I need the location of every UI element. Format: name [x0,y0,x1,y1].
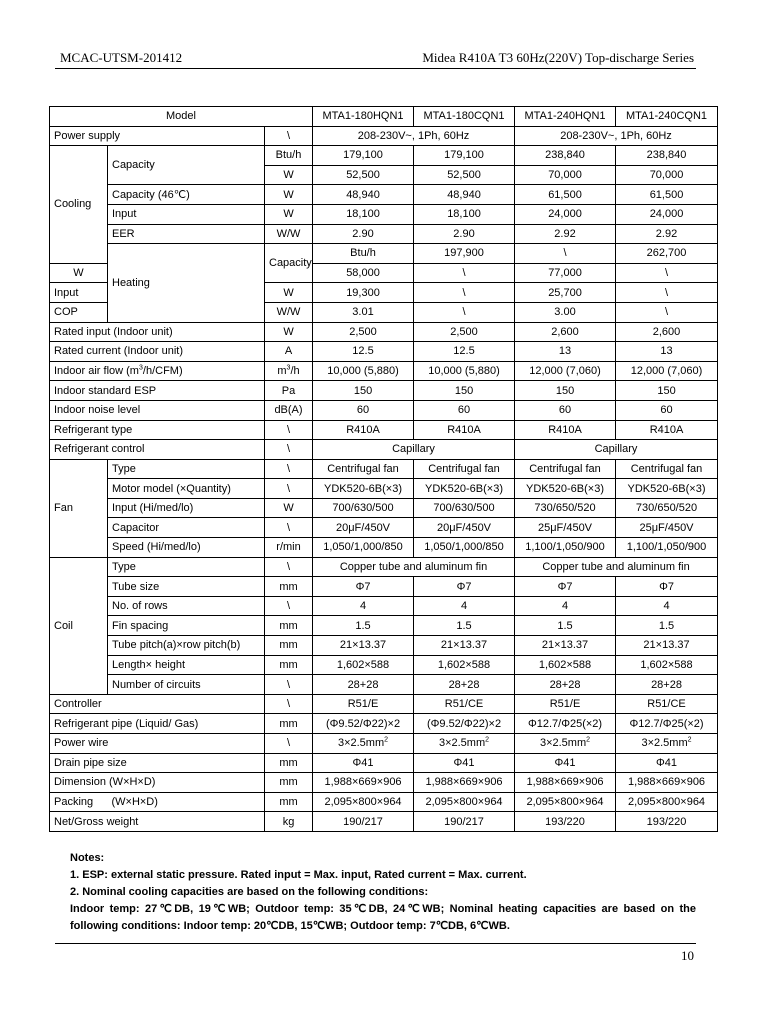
row-label: Net/Gross weight [50,812,265,832]
value-cell: 190/217 [313,812,414,832]
value-cell: 1,050/1,000/850 [313,538,414,558]
group-label: Heating [108,244,265,322]
table-row [50,812,718,832]
value-cell: YDK520-6B(×3) [616,479,718,499]
table-row [50,538,718,558]
value-cell: YDK520-6B(×3) [414,479,515,499]
unit-cell: \ [265,440,313,460]
value-cell: 28+28 [414,675,515,695]
value-cell: 2,600 [616,322,718,342]
value-cell: 28+28 [616,675,718,695]
value-cell: Centrifugal fan [313,459,414,479]
value-cell: Capillary [515,440,718,460]
unit-cell: \ [265,557,313,577]
value-cell: Φ7 [414,577,515,597]
unit-cell: W [265,283,313,303]
value-cell: Copper tube and aluminum fin [313,557,515,577]
value-cell: 150 [313,381,414,401]
table-row [50,577,718,597]
unit-cell: mm [265,577,313,597]
unit-cell: mm [265,753,313,773]
unit-cell: r/min [265,538,313,558]
value-cell: 2,500 [414,322,515,342]
value-cell: R410A [414,420,515,440]
unit-cell: W [265,498,313,518]
table-row [50,557,718,577]
notes-title: Notes: [70,852,105,864]
table-row [50,636,718,656]
table-row [50,381,718,401]
value-cell: 70,000 [616,165,718,185]
value-cell: 4 [616,596,718,616]
value-cell: $3\times 2.5mm^2$ [616,734,718,754]
value-cell: 150 [616,381,718,401]
table-row [50,675,718,695]
table-row [50,322,718,342]
header-rule [55,68,696,69]
value-cell: 730/650/520 [616,498,718,518]
value-cell: 2.90 [414,224,515,244]
value-cell: 77,000 [515,263,616,283]
value-cell: 2,600 [515,322,616,342]
table-row [50,773,718,793]
unit-cell: W [265,185,313,205]
unit-cell: mm [265,655,313,675]
value-cell: 730/650/520 [515,498,616,518]
value-cell: 2.90 [313,224,414,244]
notes-block [70,850,696,935]
value-cell: 25μF/450V [616,518,718,538]
value-cell: R51/CE [616,694,718,714]
row-label: Refrigerant control [50,440,265,460]
value-cell: R410A [313,420,414,440]
table-row [50,714,718,734]
value-cell: 193/220 [616,812,718,832]
value-cell: YDK520-6B(×3) [515,479,616,499]
unit-cell: \ [265,479,313,499]
row-label: Rated input (Indoor unit) [50,322,265,342]
value-cell: 190/217 [414,812,515,832]
row-label: EER [108,224,265,244]
value-cell: 21×13.37 [515,636,616,656]
value-cell: 70,000 [515,165,616,185]
unit-cell: W [265,165,313,185]
table-row [50,440,718,460]
value-cell: (Φ9.52/Φ22)×2 [313,714,414,734]
table-row [50,400,718,420]
value-cell: 12,000 (7,060) [515,361,616,381]
unit-cell: \ [265,694,313,714]
table-row [50,107,718,127]
table-row [50,244,718,264]
value-cell: 1.5 [414,616,515,636]
unit-cell: $m^3/h$ [265,361,313,381]
row-label: Speed (Hi/med/lo) [108,538,265,558]
unit-cell: \ [265,420,313,440]
row-label: Length× height [108,655,265,675]
value-cell: 48,940 [313,185,414,205]
row-label: Indoor standard ESP [50,381,265,401]
value-cell: R410A [515,420,616,440]
table-row [50,694,718,714]
value-cell: R410A [616,420,718,440]
value-cell: 3.00 [515,302,616,322]
value-cell: R51/CE [414,694,515,714]
value-cell: 3.01 [313,302,414,322]
value-cell: 13 [616,342,718,362]
unit-cell: \ [265,459,313,479]
value-cell: Centrifugal fan [414,459,515,479]
unit-cell: dB(A) [265,400,313,420]
value-cell: YDK520-6B(×3) [313,479,414,499]
value-cell: 1,602×588 [515,655,616,675]
table-row [50,146,718,166]
value-cell: 4 [313,596,414,616]
value-cell: \ [616,302,718,322]
value-cell: \ [616,263,718,283]
row-label: Indoor air flow $(m^3/h/CFM)$ [50,361,265,381]
value-cell: 1,100/1,050/900 [616,538,718,558]
row-label: Number of circuits [108,675,265,695]
unit-cell: mm [265,773,313,793]
series-title: Midea R410A T3 60Hz(220V) Top-discharge Series [422,50,694,65]
value-cell: 179,100 [414,146,515,166]
value-cell: 1,988×669×906 [414,773,515,793]
value-cell: Copper tube and aluminum fin [515,557,718,577]
group-label: Coil [50,557,108,694]
table-row [50,596,718,616]
table-row [50,459,718,479]
row-label: Capacity [265,244,313,283]
value-cell: 4 [414,596,515,616]
row-label: Input (Hi/med/lo) [108,498,265,518]
value-cell: 1,602×588 [414,655,515,675]
value-cell: Φ41 [515,753,616,773]
value-cell: 1,988×669×906 [313,773,414,793]
value-cell: 1,602×588 [313,655,414,675]
value-cell: 700/630/500 [414,498,515,518]
model-name: MTA1-180HQN1 [313,107,414,127]
unit-cell: Pa [265,381,313,401]
value-cell: 20μF/450V [414,518,515,538]
value-cell: Centrifugal fan [616,459,718,479]
row-label: Fin spacing [108,616,265,636]
note-line: 1. ESP: external static pressure. Rated input = Max. input, Rated current = Max. current. [70,869,527,881]
unit-cell: W [265,322,313,342]
value-cell: 61,500 [515,185,616,205]
group-label: Cooling [50,146,108,264]
table-row [50,734,718,754]
unit-cell: \ [265,675,313,695]
row-label: Refrigerant pipe (Liquid/ Gas) [50,714,265,734]
table-row [50,126,718,146]
table-row [50,616,718,636]
unit-cell: A [265,342,313,362]
value-cell: Φ41 [313,753,414,773]
value-cell: 19,300 [313,283,414,303]
value-cell: 28+28 [313,675,414,695]
value-cell: 12.5 [313,342,414,362]
row-label: Power supply [50,126,265,146]
unit-cell: W [265,204,313,224]
value-cell: 4 [515,596,616,616]
value-cell: 1,100/1,050/900 [515,538,616,558]
value-cell: 24,000 [515,204,616,224]
row-label: Dimension (W×H×D) [50,773,265,793]
value-cell: 10,000 (5,880) [313,361,414,381]
row-label: Controller [50,694,265,714]
value-cell: 48,940 [414,185,515,205]
value-cell: \ [414,302,515,322]
row-label: Capacity (46℃) [108,185,265,205]
value-cell: $3\times 2.5mm^2$ [414,734,515,754]
table-row [50,498,718,518]
row-label: Indoor noise level [50,400,265,420]
value-cell: 10,000 (5,880) [414,361,515,381]
group-label: Fan [50,459,108,557]
value-cell: 2,095×800×964 [414,792,515,812]
value-cell: 60 [313,400,414,420]
value-cell: 18,100 [313,204,414,224]
value-cell: Φ12.7/Φ25(×2) [616,714,718,734]
value-cell: 1.5 [616,616,718,636]
unit-cell: mm [265,792,313,812]
value-cell: 193/220 [515,812,616,832]
value-cell: 150 [515,381,616,401]
note-line: following conditions: Indoor temp: 20℃DB, 15℃WB; Outdoor temp: 7℃DB, 6℃WB. [70,920,510,932]
value-cell: 2.92 [616,224,718,244]
row-label: Capacitor [108,518,265,538]
value-cell: 208-230V~, 1Ph, 60Hz [313,126,515,146]
value-cell: (Φ9.52/Φ22)×2 [414,714,515,734]
row-label: Tube size [108,577,265,597]
unit-cell: Btu/h [313,244,414,264]
table-row [50,479,718,499]
row-label: Type [108,459,265,479]
row-label: Packing (W×H×D) [50,792,265,812]
value-cell: 150 [414,381,515,401]
table-row [50,185,718,205]
value-cell: R51/E [313,694,414,714]
value-cell: Centrifugal fan [515,459,616,479]
value-cell: $3\times 2.5mm^2$ [515,734,616,754]
table-row [50,792,718,812]
table-row [50,753,718,773]
unit-cell: kg [265,812,313,832]
row-label: Type [108,557,265,577]
table-row [50,224,718,244]
value-cell: 18,100 [414,204,515,224]
value-cell: 12,000 (7,060) [616,361,718,381]
model-label: Model [50,107,313,127]
row-label: Tube pitch(a)×row pitch(b) [108,636,265,656]
value-cell: 52,500 [313,165,414,185]
value-cell: $3\times 2.5mm^2$ [313,734,414,754]
unit-cell: \ [265,518,313,538]
value-cell: Φ7 [515,577,616,597]
value-cell: 1,988×669×906 [515,773,616,793]
note-line: Indoor temp: 27℃DB, 19℃WB; Outdoor temp: 35℃DB, 24℃WB; Nominal heating capacities are based on the [70,903,696,915]
value-cell: 2.92 [515,224,616,244]
value-cell: 21×13.37 [616,636,718,656]
value-cell: \ [616,283,718,303]
value-cell: 52,500 [414,165,515,185]
table-row [50,420,718,440]
value-cell: 2,095×800×964 [313,792,414,812]
table-row [50,361,718,381]
unit-cell: mm [265,636,313,656]
value-cell: 238,840 [515,146,616,166]
value-cell: 60 [616,400,718,420]
row-label: Capacity [108,146,265,185]
value-cell: \ [414,263,515,283]
value-cell: 28+28 [515,675,616,695]
page-number: 10 [681,948,694,963]
value-cell: Φ41 [616,753,718,773]
unit-cell: mm [265,616,313,636]
row-label: Motor model (×Quantity) [108,479,265,499]
value-cell: 21×13.37 [313,636,414,656]
value-cell: 25μF/450V [515,518,616,538]
value-cell: 197,900 [414,244,515,264]
value-cell: 1,602×588 [616,655,718,675]
row-label: Input [108,204,265,224]
value-cell: Φ7 [616,577,718,597]
note-line: 2. Nominal cooling capacities are based on the following conditions: [70,886,429,898]
unit-cell: \ [265,596,313,616]
table-row [50,342,718,362]
row-label: Rated current (Indoor unit) [50,342,265,362]
value-cell: 2,500 [313,322,414,342]
document-code: MCAC-UTSM-201412 [60,50,183,65]
model-name: MTA1-180CQN1 [414,107,515,127]
value-cell: 58,000 [313,263,414,283]
value-cell: 1.5 [515,616,616,636]
value-cell: Φ41 [414,753,515,773]
value-cell: 1,050/1,000/850 [414,538,515,558]
value-cell: 179,100 [313,146,414,166]
row-label: Input [50,283,108,303]
unit-cell: W [50,263,108,283]
value-cell: \ [515,244,616,264]
row-label: No. of rows [108,596,265,616]
value-cell: 238,840 [616,146,718,166]
value-cell: 21×13.37 [414,636,515,656]
value-cell: 1.5 [313,616,414,636]
value-cell: Φ12.7/Φ25(×2) [515,714,616,734]
footer-rule [55,943,696,944]
value-cell: 20μF/450V [313,518,414,538]
unit-cell: W/W [265,302,313,322]
value-cell: 60 [515,400,616,420]
value-cell: R51/E [515,694,616,714]
value-cell: 700/630/500 [313,498,414,518]
row-label: COP [50,302,108,322]
table-row [50,518,718,538]
row-label: Drain pipe size [50,753,265,773]
value-cell: 61,500 [616,185,718,205]
unit-cell: Btu/h [265,146,313,166]
value-cell: \ [414,283,515,303]
row-label: Refrigerant type [50,420,265,440]
table-row [50,655,718,675]
value-cell: 208-230V~, 1Ph, 60Hz [515,126,718,146]
table-row [50,204,718,224]
unit-cell: \ [265,734,313,754]
unit-cell: W/W [265,224,313,244]
model-name: MTA1-240HQN1 [515,107,616,127]
value-cell: 2,095×800×964 [515,792,616,812]
unit-cell: mm [265,714,313,734]
value-cell: 1,988×669×906 [616,773,718,793]
value-cell: 13 [515,342,616,362]
value-cell: Φ7 [313,577,414,597]
unit-cell: \ [265,126,313,146]
value-cell: 60 [414,400,515,420]
value-cell: 25,700 [515,283,616,303]
value-cell: 12.5 [414,342,515,362]
spec-table [49,106,718,832]
value-cell: Capillary [313,440,515,460]
value-cell: 2,095×800×964 [616,792,718,812]
value-cell: 24,000 [616,204,718,224]
row-label: Power wire [50,734,265,754]
model-name: MTA1-240CQN1 [616,107,718,127]
value-cell: 262,700 [616,244,718,264]
